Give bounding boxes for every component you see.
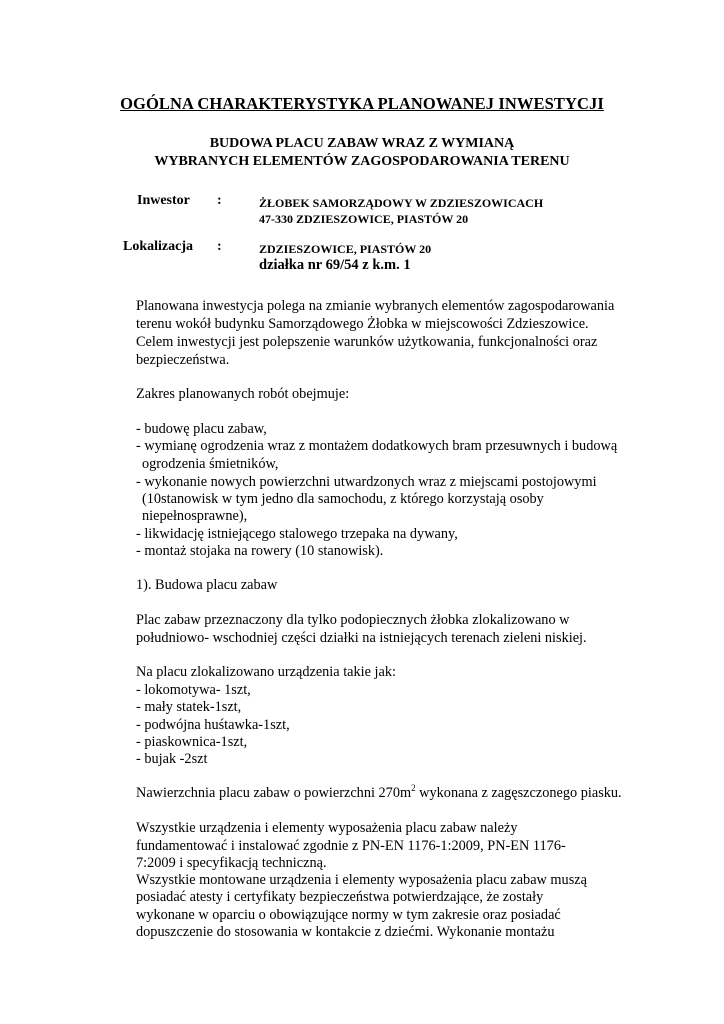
device-item: - podwójna huśtawka-1szt, [136,717,290,733]
section-1-line: południowo- wschodniej części działki na istniejących terenach zieleni niskiej. [136,630,587,646]
final-line: wykonane w oparciu o obowiązujące normy w tym zakresie oraz posiadać [136,907,561,923]
final-line: fundamentować i instalować zgodnie z PN-EN 1176-1:2009, PN-EN 1176- [136,838,566,854]
investor-label: Inwestor [137,193,190,208]
investor-colon: : [217,193,222,208]
surface-line [136,785,622,802]
scope-item: niepełnosprawne), [142,508,248,524]
device-item: - bujak -2szt [136,751,208,767]
intro-line: Planowana inwestycja polega na zmianie wybranych elementów zagospodarowania [136,298,615,314]
subtitle-line-2: WYBRANYCH ELEMENTÓW ZAGOSPODAROWANIA TERENU [154,154,570,169]
surface-text: Nawierzchnia placu zabaw o powierzchni 270m [136,785,412,801]
surface-superscript: 2 [411,783,416,794]
location-colon: : [217,239,222,254]
final-line: posiadać atesty i certyfikaty bezpieczeństwa potwierdzające, że zostały [136,889,544,905]
final-line: dopuszczenie do stosowania w kontakcie z dziećmi. Wykonanie montażu [136,924,555,940]
location-parcel: działka nr 69/54 z k.m. 1 [259,257,411,273]
location-address: ZDZIESZOWICE, PIASTÓW 20 [259,242,432,256]
scope-item: - budowę placu zabaw, [136,421,267,437]
document-title: OGÓLNA CHARAKTERYSTYKA PLANOWANEJ INWESTYCJI [120,94,604,113]
scope-item: - wykonanie nowych powierzchni utwardzonych wraz z miejscami postojowymi [136,474,597,490]
scope-item: - montaż stojaka na rowery (10 stanowisk). [136,543,384,559]
final-line: 7:2009 i specyfikacją techniczną. [136,855,327,871]
investor-address: 47-330 ZDZIESZOWICE, PIASTÓW 20 [259,212,469,226]
final-line: Wszystkie montowane urządzenia i elementy wyposażenia placu zabaw muszą [136,872,587,888]
device-item: - piaskownica-1szt, [136,734,248,750]
subtitle-line-1: BUDOWA PLACU ZABAW WRAZ Z WYMIANĄ [209,136,515,151]
scope-item: (10stanowisk w tym jedno dla samochodu, z którego korzystają osoby [142,491,544,507]
section-1-heading: 1). Budowa placu zabaw [136,577,278,593]
investor-name: ŻŁOBEK SAMORZĄDOWY W ZDZIESZOWICACH [259,196,544,210]
location-label: Lokalizacja [123,239,193,254]
device-item: - mały statek-1szt, [136,699,242,715]
final-line: Wszystkie urządzenia i elementy wyposażenia placu zabaw należy [136,820,518,836]
device-item: - lokomotywa- 1szt, [136,682,251,698]
intro-line: Celem inwestycji jest polepszenie warunków użytkowania, funkcjonalności oraz [136,334,598,350]
scope-heading: Zakres planowanych robót obejmuje: [136,386,350,402]
scope-item: - wymianę ogrodzenia wraz z montażem dodatkowych bram przesuwnych i budową [136,438,618,454]
scope-item: ogrodzenia śmietników, [142,456,279,472]
intro-line: bezpieczeństwa. [136,352,230,368]
devices-heading: Na placu zlokalizowano urządzenia takie jak: [136,664,396,680]
scope-item: - likwidację istniejącego stalowego trzepaka na dywany, [136,526,458,542]
surface-text-end: wykonana z zagęszczonego piasku. [415,785,622,801]
section-1-line: Plac zabaw przeznaczony dla tylko podopiecznych żłobka zlokalizowano w [136,612,570,628]
intro-line: terenu wokół budynku Samorządowego Żłobka w miejscowości Zdzieszowice. [136,316,589,332]
